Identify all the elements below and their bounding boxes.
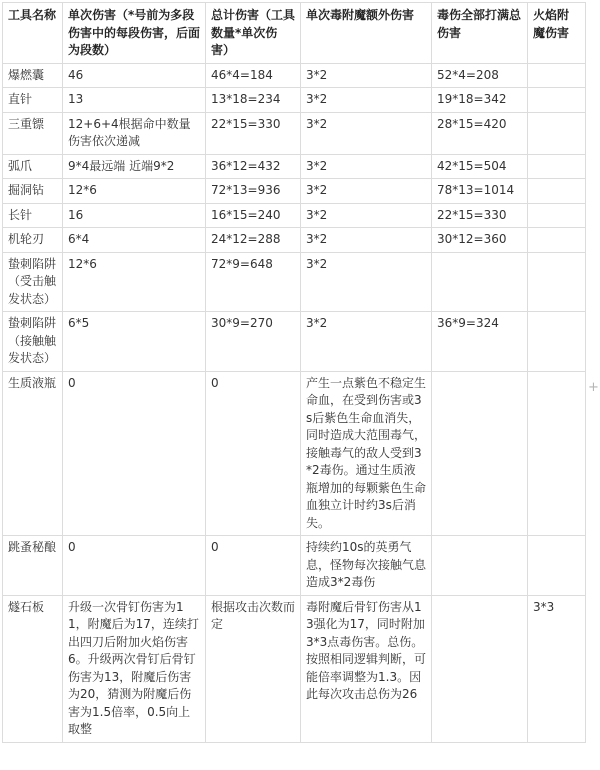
cell-poison-total: 52*4=208 [432, 63, 528, 88]
cell-poison-total: 78*13=1014 [432, 179, 528, 204]
plus-icon[interactable]: + [588, 380, 599, 395]
cell-single-damage: 9*4最远端 近端9*2 [63, 154, 206, 179]
header-poison-total: 毒伤全部打满总伤害 [432, 3, 528, 64]
cell-tool-name: 弧爪 [3, 154, 63, 179]
cell-single-damage: 升级一次骨钉伤害为11，附魔后为17，连续打出四刀后附加火焰伤害6。升级两次骨钉后骨钉伤害为13，附魔后伤害为20，猜测为附魔后伤害为1.5倍率，0.5向上取整 [63, 595, 206, 742]
cell-fire-enchant [528, 154, 586, 179]
header-tool-name: 工具名称 [3, 3, 63, 64]
cell-total-damage: 30*9=270 [206, 312, 301, 372]
header-total-damage: 总计伤害（工具数量*单次伤害） [206, 3, 301, 64]
cell-fire-enchant: 3*3 [528, 595, 586, 742]
cell-fire-enchant [528, 228, 586, 253]
cell-poison-extra: 3*2 [301, 252, 432, 312]
table-row [3, 228, 586, 253]
cell-single-damage: 13 [63, 88, 206, 113]
cell-poison-extra: 3*2 [301, 154, 432, 179]
cell-total-damage: 72*9=648 [206, 252, 301, 312]
cell-poison-total [432, 536, 528, 596]
cell-poison-total: 19*18=342 [432, 88, 528, 113]
cell-tool-name: 蛰刺陷阱（接触触发状态） [3, 312, 63, 372]
table-row [3, 154, 586, 179]
cell-total-damage: 0 [206, 371, 301, 536]
cell-poison-extra: 3*2 [301, 179, 432, 204]
cell-poison-extra: 3*2 [301, 112, 432, 154]
cell-tool-name: 蛰刺陷阱（受击触发状态） [3, 252, 63, 312]
table-row [3, 88, 586, 113]
header-fire-enchant: 火焰附魔伤害 [528, 3, 586, 64]
cell-single-damage: 16 [63, 203, 206, 228]
cell-single-damage: 6*4 [63, 228, 206, 253]
table-row [3, 179, 586, 204]
cell-single-damage: 46 [63, 63, 206, 88]
table-row [3, 203, 586, 228]
cell-poison-extra: 3*2 [301, 312, 432, 372]
cell-poison-total: 36*9=324 [432, 312, 528, 372]
cell-poison-extra: 3*2 [301, 203, 432, 228]
cell-fire-enchant [528, 312, 586, 372]
cell-poison-total [432, 371, 528, 536]
cell-total-damage: 13*18=234 [206, 88, 301, 113]
cell-total-damage: 16*15=240 [206, 203, 301, 228]
cell-single-damage: 12+6+4根据命中数量伤害依次递减 [63, 112, 206, 154]
cell-tool-name: 爆燃囊 [3, 63, 63, 88]
cell-single-damage: 0 [63, 371, 206, 536]
cell-fire-enchant [528, 112, 586, 154]
cell-poison-total: 42*15=504 [432, 154, 528, 179]
cell-poison-extra: 3*2 [301, 63, 432, 88]
cell-poison-extra: 3*2 [301, 88, 432, 113]
cell-fire-enchant [528, 179, 586, 204]
cell-tool-name: 直针 [3, 88, 63, 113]
cell-tool-name: 燧石板 [3, 595, 63, 742]
cell-tool-name: 生质液瓶 [3, 371, 63, 536]
cell-tool-name: 长针 [3, 203, 63, 228]
table-row [3, 252, 586, 312]
cell-fire-enchant [528, 88, 586, 113]
cell-poison-total: 30*12=360 [432, 228, 528, 253]
cell-single-damage: 6*5 [63, 312, 206, 372]
cell-tool-name: 掘洞钻 [3, 179, 63, 204]
cell-poison-total: 28*15=420 [432, 112, 528, 154]
cell-single-damage: 12*6 [63, 252, 206, 312]
cell-fire-enchant [528, 63, 586, 88]
table-row [3, 112, 586, 154]
cell-total-damage: 根据攻击次数而定 [206, 595, 301, 742]
cell-tool-name: 机轮刃 [3, 228, 63, 253]
header-single-damage: 单次伤害（*号前为多段伤害中的每段伤害，后面为段数） [63, 3, 206, 64]
cell-fire-enchant [528, 252, 586, 312]
cell-poison-total [432, 252, 528, 312]
cell-total-damage: 72*13=936 [206, 179, 301, 204]
cell-single-damage: 0 [63, 536, 206, 596]
cell-tool-name: 三重镖 [3, 112, 63, 154]
cell-single-damage: 12*6 [63, 179, 206, 204]
table-row [3, 63, 586, 88]
damage-table [2, 2, 586, 743]
cell-total-damage: 0 [206, 536, 301, 596]
table-row [3, 595, 586, 742]
cell-poison-extra: 3*2 [301, 228, 432, 253]
cell-poison-extra: 产生一点紫色不稳定生命血，在受到伤害或3s后紫色生命血消失，同时造成大范围毒气，接触毒气的敌人受到3*2毒伤。通过生质液瓶增加的每颗紫色生命血独立计时约3s后消失。 [301, 371, 432, 536]
cell-total-damage: 22*15=330 [206, 112, 301, 154]
cell-poison-extra: 毒附魔后骨钉伤害从13强化为17，同时附加3*3点毒伤害。总伤。按照相同逻辑判断，可能倍率调整为1.3。因此每次攻击总伤为26 [301, 595, 432, 742]
cell-fire-enchant [528, 371, 586, 536]
cell-poison-extra: 持续约10s的英勇气息，怪物每次接触气息造成3*2毒伤 [301, 536, 432, 596]
cell-total-damage: 46*4=184 [206, 63, 301, 88]
header-poison-extra: 单次毒附魔额外伤害 [301, 3, 432, 64]
cell-poison-total: 22*15=330 [432, 203, 528, 228]
header-row [3, 3, 586, 64]
table-row [3, 312, 586, 372]
cell-tool-name: 跳蚤秘酿 [3, 536, 63, 596]
cell-poison-total [432, 595, 528, 742]
cell-total-damage: 24*12=288 [206, 228, 301, 253]
table-row [3, 371, 586, 536]
cell-total-damage: 36*12=432 [206, 154, 301, 179]
cell-fire-enchant [528, 536, 586, 596]
cell-fire-enchant [528, 203, 586, 228]
table-row [3, 536, 586, 596]
